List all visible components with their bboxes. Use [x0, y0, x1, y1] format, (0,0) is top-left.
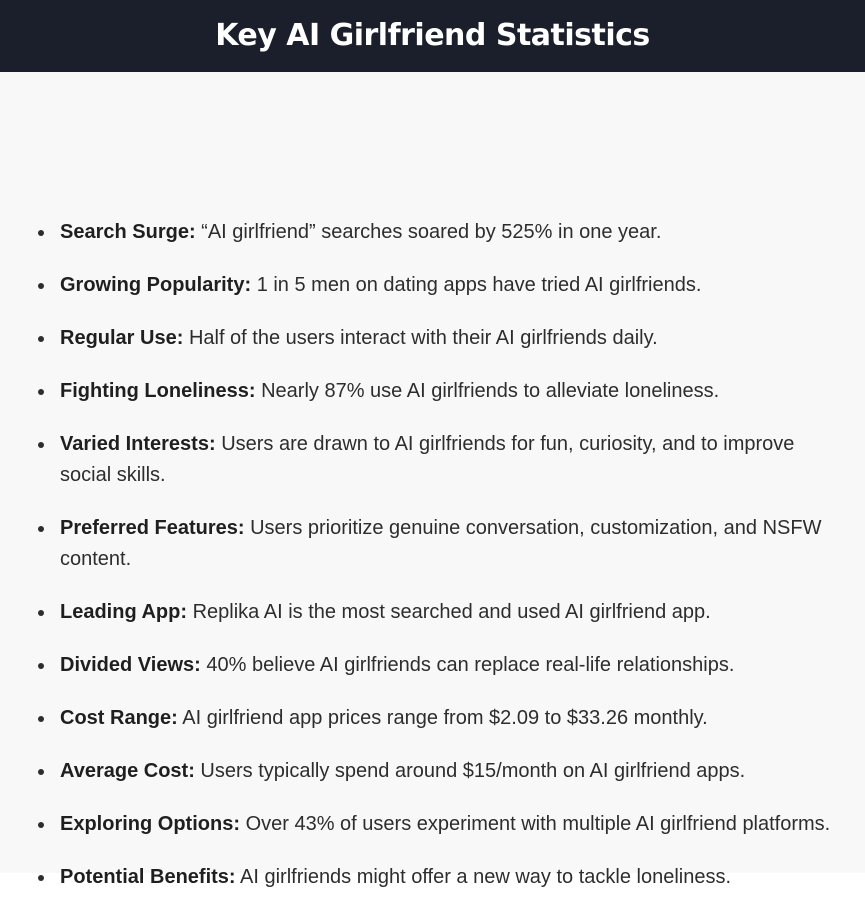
stat-text: AI girlfriends might offer a new way to tackle loneliness. [240, 866, 732, 888]
list-item [0, 513, 865, 575]
list-item [0, 809, 865, 840]
stat-label: Divided Views: [60, 654, 201, 676]
bullet-icon [38, 389, 44, 395]
bullet-icon [38, 875, 44, 881]
stat-label: Cost Range: [60, 707, 178, 729]
stat-label: Preferred Features: [60, 517, 245, 539]
stat-label: Regular Use: [60, 327, 184, 349]
stat-label: Leading App: [60, 601, 188, 623]
bullet-icon [38, 716, 44, 722]
list-item [0, 270, 865, 301]
stat-label: Exploring Options: [60, 813, 240, 835]
stat-label: Growing Popularity: [60, 274, 252, 296]
stat-text: AI girlfriend app prices range from $2.09 to $33.26 monthly. [182, 707, 708, 729]
bullet-icon [38, 526, 44, 532]
list-item [0, 376, 865, 407]
header-banner [0, 0, 865, 72]
stat-text: Users are drawn to AI girlfriends for fun, curiosity, and to improve social skills. [60, 433, 795, 486]
stat-label: Varied Interests: [60, 433, 216, 455]
stats-list [0, 72, 865, 893]
stat-text: Users prioritize genuine conversation, customization, and NSFW content. [60, 517, 822, 570]
bullet-icon [38, 283, 44, 289]
stat-text: Nearly 87% use AI girlfriends to alleviate loneliness. [261, 380, 720, 402]
list-item [0, 703, 865, 734]
list-item [0, 323, 865, 354]
list-item [0, 429, 865, 491]
stat-text: 40% believe AI girlfriends can replace real-life relationships. [206, 654, 735, 676]
stat-text: Replika AI is the most searched and used AI girlfriend app. [192, 601, 711, 623]
stat-label: Search Surge: [60, 221, 196, 243]
bullet-icon [38, 230, 44, 236]
stat-label: Average Cost: [60, 760, 195, 782]
stat-label: Fighting Loneliness: [60, 380, 256, 402]
list-item [0, 597, 865, 628]
list-item [0, 862, 865, 893]
bullet-icon [38, 336, 44, 342]
bullet-icon [38, 769, 44, 775]
list-item [0, 650, 865, 681]
bullet-icon [38, 663, 44, 669]
bullet-icon [38, 442, 44, 448]
bullet-icon [38, 822, 44, 828]
page-title: Key AI Girlfriend Statistics [215, 18, 650, 53]
bullet-icon [38, 610, 44, 616]
list-item [0, 756, 865, 787]
stat-text: Half of the users interact with their AI girlfriends daily. [188, 327, 658, 349]
stat-text: 1 in 5 men on dating apps have tried AI girlfriends. [256, 274, 702, 296]
stat-text: “AI girlfriend” searches soared by 525% in one year. [201, 221, 662, 243]
list-item [0, 217, 865, 248]
stat-text: Users typically spend around $15/month on AI girlfriend apps. [200, 760, 746, 782]
stat-label: Potential Benefits: [60, 866, 236, 888]
stat-text: Over 43% of users experiment with multiple AI girlfriend platforms. [245, 813, 831, 835]
